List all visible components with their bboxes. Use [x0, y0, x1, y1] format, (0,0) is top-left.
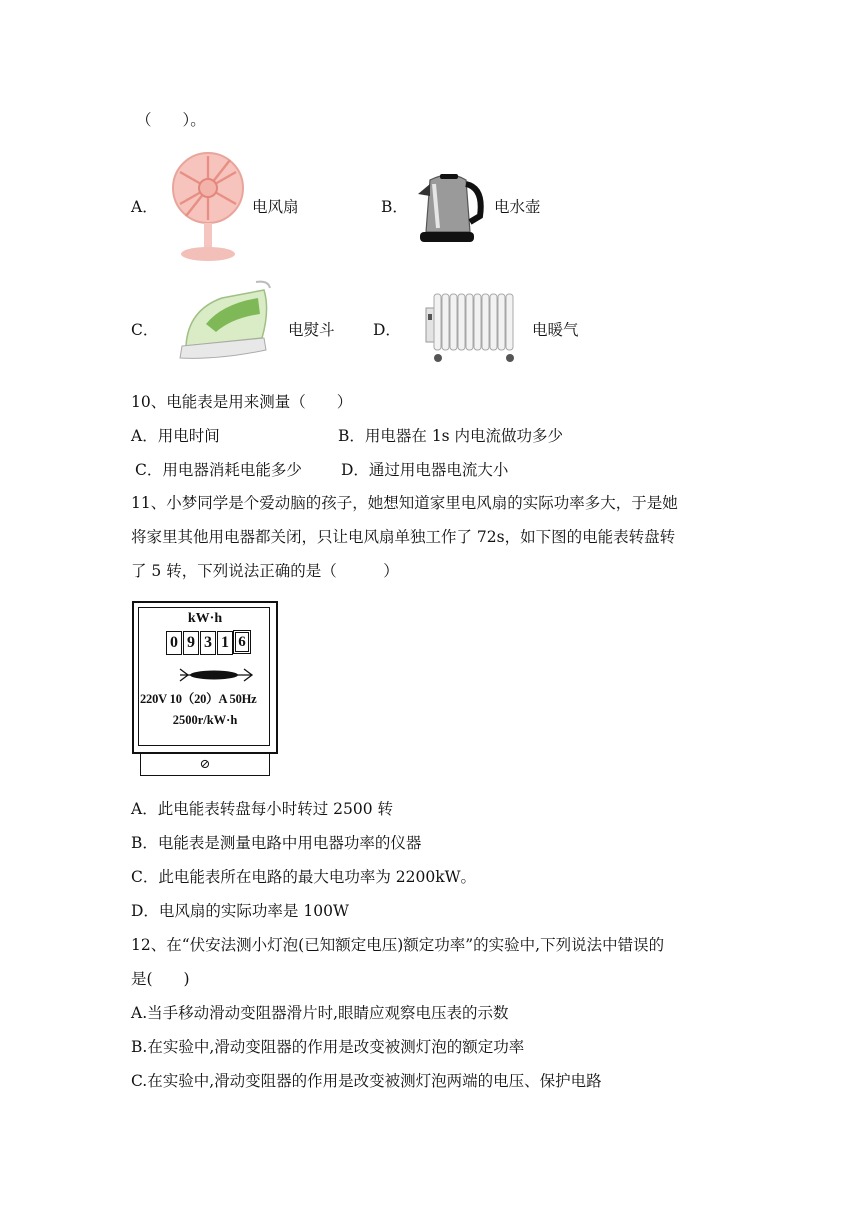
question-12-option-a: A.当手移动滑动变阻器滑片时,眼睛应观察电压表的示数 — [131, 1004, 509, 1022]
meter-digit-decimal: 6 — [235, 632, 249, 652]
question-12-stem-line-2: 是( ) — [131, 970, 190, 988]
option-b-label: 电水壶 — [494, 198, 541, 216]
meter-turntable-icon — [178, 666, 254, 684]
question-10-option-b: B．用电器在 1s 内电流做功多少 — [338, 427, 564, 445]
question-10-option-c: C．用电器消耗电能多少 — [135, 461, 302, 479]
question-12-stem-line-1: 12、在“伏安法测小灯泡(已知额定电压)额定功率”的实验中,下列说法中错误的 — [131, 936, 665, 954]
meter-spec: 220V 10（20）A 50Hz — [140, 692, 257, 706]
question-11-option-c: C．此电能表所在电路的最大电功率为 2200kW。 — [131, 868, 477, 886]
option-d-label: 电暖气 — [532, 321, 579, 339]
option-d-letter: D． — [373, 321, 401, 339]
option-a-label: 电风扇 — [252, 198, 299, 216]
electric-kettle-icon — [416, 170, 486, 246]
meter-base-symbol: ⊘ — [199, 756, 211, 771]
option-a-letter: A． — [131, 198, 158, 216]
meter-base — [140, 752, 270, 776]
question-12-option-b: B.在实验中,滑动变阻器的作用是改变被测灯泡的额定功率 — [131, 1038, 525, 1056]
option-b-letter: B． — [381, 198, 408, 216]
meter-digit: 1 — [217, 631, 233, 655]
answer-blank: （ ）。 — [136, 111, 206, 129]
question-11-stem-line-1: 11、小梦同学是个爱动脑的孩子，她想知道家里电风扇的实际功率多大，于是她 — [131, 494, 678, 512]
meter-rate: 2500r/kW·h — [172, 713, 238, 727]
question-11-stem-line-2: 将家里其他用电器都关闭，只让电风扇单独工作了 72s，如下图的电能表转盘转 — [131, 528, 676, 546]
meter-digit: 0 — [166, 631, 182, 655]
option-c-label: 电熨斗 — [288, 321, 335, 339]
meter-digit: 3 — [200, 631, 216, 655]
question-10-stem: 10、电能表是用来测量（ ） — [131, 393, 353, 411]
option-c-letter: C． — [131, 321, 159, 339]
steam-iron-icon — [178, 280, 272, 362]
question-11-option-d: D．电风扇的实际功率是 100W — [131, 902, 349, 920]
question-11-option-b: B．电能表是测量电路中用电器功率的仪器 — [131, 834, 422, 852]
oil-heater-icon — [418, 290, 522, 364]
question-11-stem-line-3: 了 5 转，下列说法正确的是（ ） — [131, 562, 399, 580]
question-10-option-a: A．用电时间 — [131, 427, 220, 445]
meter-digit: 9 — [183, 631, 199, 655]
meter-digits — [166, 631, 249, 655]
question-10-option-d: D．通过用电器电流大小 — [341, 461, 509, 479]
meter-unit: kW·h — [187, 611, 223, 626]
energy-meter-figure — [132, 601, 278, 777]
question-12-option-c: C.在实验中,滑动变阻器的作用是改变被测灯泡两端的电压、保护电路 — [131, 1072, 602, 1090]
desk-fan-icon — [172, 148, 244, 264]
meter-face — [132, 601, 278, 754]
question-11-option-a: A．此电能表转盘每小时转过 2500 转 — [131, 800, 393, 818]
